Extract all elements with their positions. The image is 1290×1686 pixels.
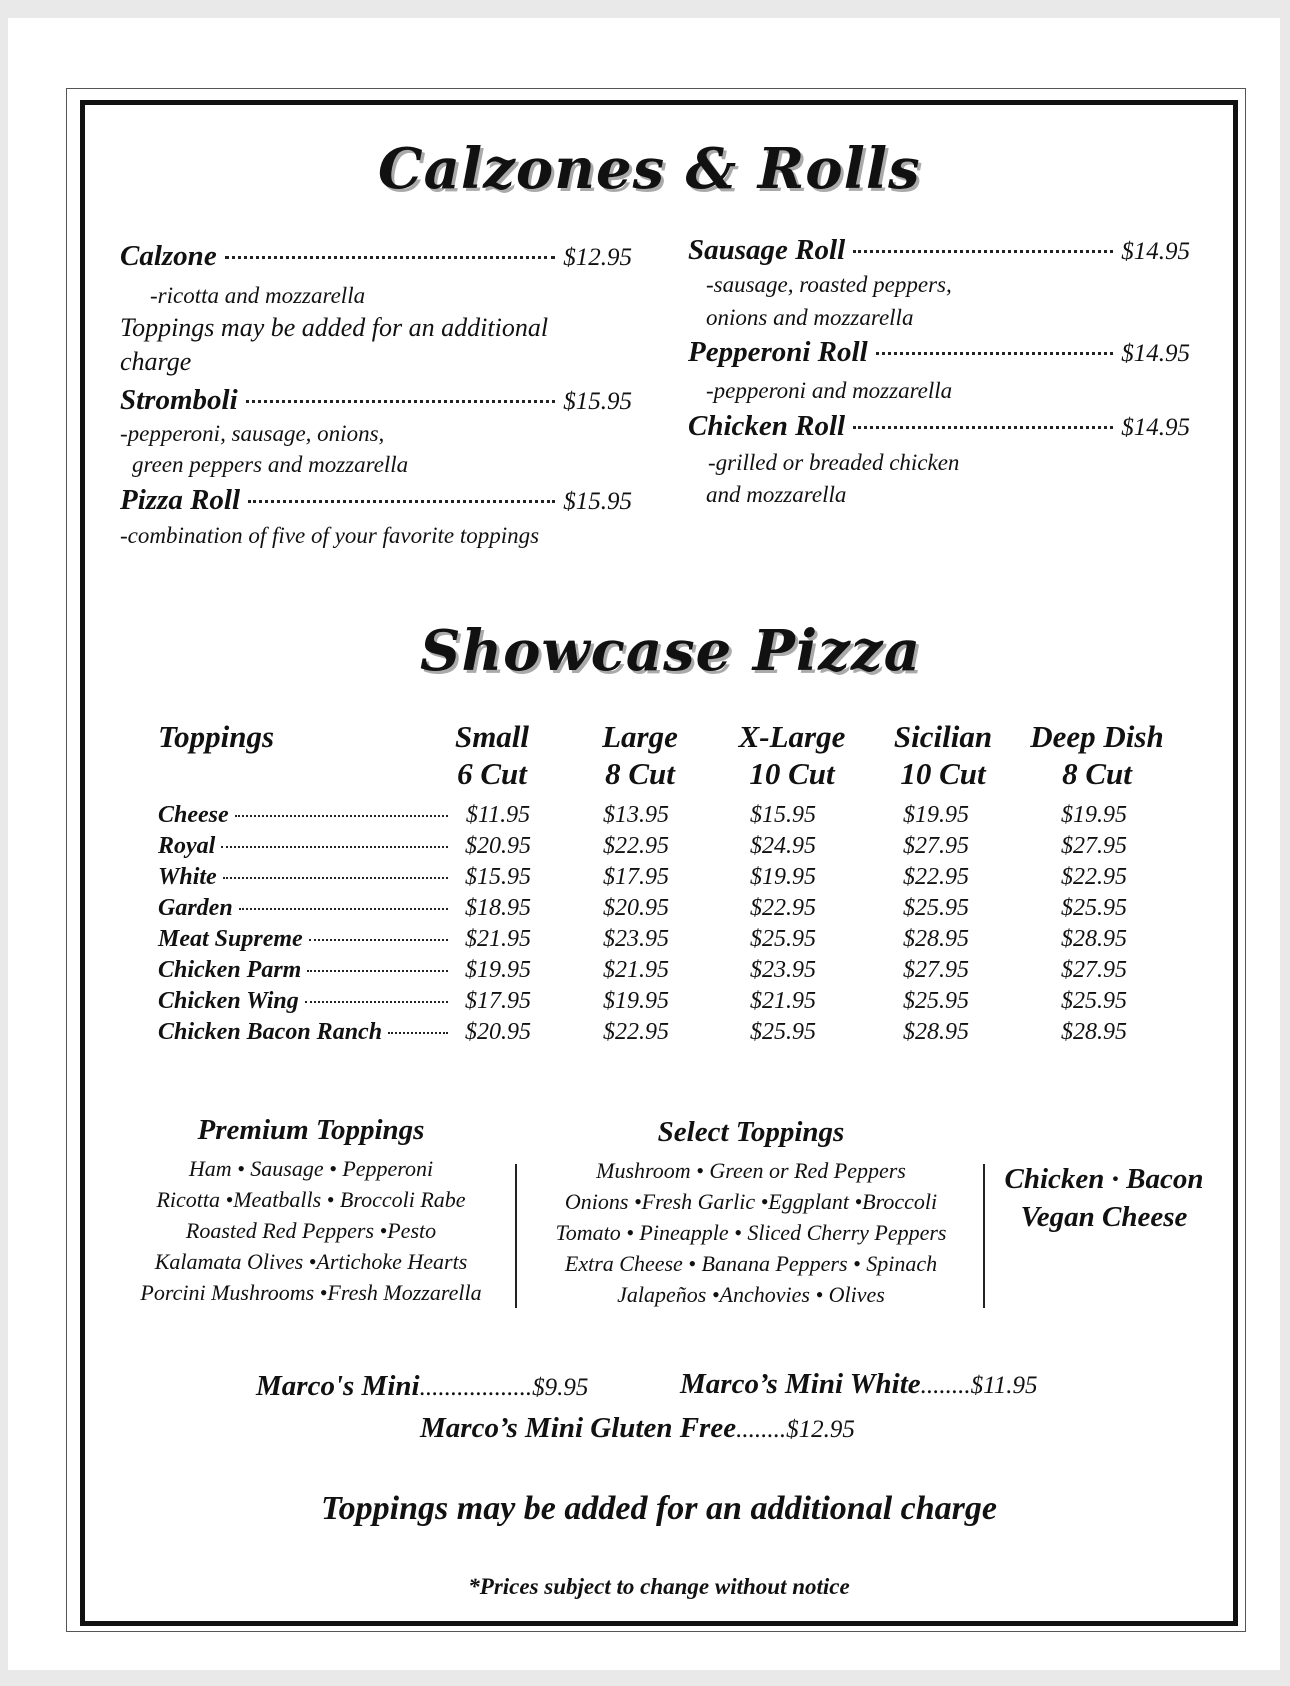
price-sicilian: $28.95	[903, 1019, 969, 1045]
pizza-name: Royal	[158, 833, 216, 859]
dot-leader	[853, 250, 1113, 253]
toppings-note: Toppings may be added for an additional charge	[321, 1490, 997, 1527]
price-small: $15.95	[465, 864, 531, 890]
price-xlarge: $23.95	[750, 957, 816, 983]
item-price: $15.95	[563, 388, 632, 415]
price-small: $17.95	[465, 988, 531, 1014]
menu-item-pizza-roll	[120, 484, 632, 517]
mini-gf-price: $12.95	[786, 1416, 855, 1443]
chicken-roll-desc-1: -grilled or breaded chicken	[708, 450, 960, 475]
price-deep-dish: $22.95	[1061, 864, 1127, 890]
pizza-name: Chicken Bacon Ranch	[158, 1019, 383, 1045]
pizza-name: Garden	[158, 895, 233, 921]
mini-price: $9.95	[532, 1374, 589, 1401]
item-price: $14.95	[1121, 340, 1190, 367]
mini-white-price: $11.95	[970, 1372, 1038, 1399]
price-deep-dish: $25.95	[1061, 895, 1127, 921]
price-large: $13.95	[603, 802, 669, 828]
pizza-name: White	[158, 864, 217, 890]
price-large: $23.95	[603, 926, 669, 952]
size-cut: 8 Cut	[605, 756, 675, 791]
price-deep-dish: $25.95	[1061, 988, 1127, 1014]
item-name: Sausage Roll	[688, 234, 846, 266]
calzone-desc-2: Toppings may be added for an additional	[120, 313, 549, 342]
price-xlarge: $15.95	[750, 802, 816, 828]
topping-line: Kalamata Olives •Artichoke Hearts	[154, 1249, 468, 1274]
menu-item-chicken-roll	[688, 410, 1190, 443]
price-large: $19.95	[603, 988, 669, 1014]
pizza-row-royal	[158, 833, 1168, 864]
topping-line: Tomato • Pineapple • Sliced Cherry Peppers	[555, 1220, 947, 1245]
pizza-row-chicken-wing	[158, 988, 1168, 1019]
mini-name: Marco's Mini	[256, 1370, 420, 1402]
stromboli-desc-1: -pepperoni, sausage, onions,	[120, 421, 385, 446]
showcase-title: Showcase Pizza	[420, 618, 922, 684]
size-name: X-Large	[738, 719, 846, 754]
dot-leader: ..................	[419, 1374, 533, 1401]
size-header-small	[432, 718, 552, 792]
price-xlarge: $19.95	[750, 864, 816, 890]
topping-line: Onions •Fresh Garlic •Eggplant •Broccoli	[564, 1189, 938, 1214]
topping-line: Ham • Sausage • Pepperoni	[188, 1156, 434, 1181]
extra-topping-line: Chicken · Bacon	[1004, 1163, 1204, 1195]
item-price: $14.95	[1121, 414, 1190, 441]
chicken-roll-desc-2: and mozzarella	[706, 482, 847, 507]
menu-item-sausage-roll	[688, 234, 1190, 267]
size-cut: 8 Cut	[1062, 756, 1132, 791]
topping-line: Roasted Red Peppers •Pesto	[185, 1218, 437, 1243]
sausage-roll-desc-1: -sausage, roasted peppers,	[706, 272, 952, 297]
size-name: Deep Dish	[1030, 719, 1164, 754]
dot-leader: ........	[920, 1372, 971, 1399]
price-sicilian: $27.95	[903, 833, 969, 859]
calzone-desc-1: -ricotta and mozzarella	[150, 283, 366, 308]
pizza-row-chicken-bacon-ranch	[158, 1019, 1168, 1050]
size-header-deep-dish	[1022, 718, 1172, 792]
item-name: Pizza Roll	[120, 484, 241, 516]
topping-line: Extra Cheese • Banana Peppers • Spinach	[564, 1251, 938, 1276]
dot-leader	[235, 815, 448, 817]
price-xlarge: $22.95	[750, 895, 816, 921]
select-toppings-title: Select Toppings	[657, 1116, 845, 1148]
price-sicilian: $25.95	[903, 988, 969, 1014]
prices-note: *Prices subject to change without notice	[468, 1574, 850, 1599]
item-price: $14.95	[1121, 238, 1190, 265]
price-sicilian: $19.95	[903, 802, 969, 828]
size-header-large	[580, 718, 700, 792]
select-toppings	[538, 1116, 964, 1310]
item-name: Stromboli	[120, 384, 238, 416]
menu-item-stromboli	[120, 384, 632, 417]
premium-toppings-title: Premium Toppings	[197, 1114, 425, 1146]
dot-leader	[221, 846, 448, 848]
divider	[515, 1164, 517, 1308]
menu-item-calzone	[120, 240, 632, 273]
price-xlarge: $25.95	[750, 1019, 816, 1045]
size-cut: 6 Cut	[457, 756, 527, 791]
topping-line: Porcini Mushrooms •Fresh Mozzarella	[140, 1280, 482, 1305]
dot-leader	[223, 877, 448, 879]
pizza-name: Chicken Parm	[158, 957, 302, 983]
price-sicilian: $28.95	[903, 926, 969, 952]
price-large: $22.95	[603, 1019, 669, 1045]
menu-page	[8, 18, 1280, 1670]
price-sicilian: $25.95	[903, 895, 969, 921]
pepperoni-roll-desc-1: -pepperoni and mozzarella	[706, 378, 953, 403]
price-large: $22.95	[603, 833, 669, 859]
pizza-name: Meat Supreme	[158, 926, 303, 952]
topping-line: Jalapeños •Anchovies • Olives	[617, 1282, 885, 1307]
size-name: Small	[454, 719, 530, 754]
item-name: Chicken Roll	[688, 410, 846, 442]
size-name: Sicilian	[893, 719, 993, 754]
calzones-title: Calzones & Rolls	[378, 136, 921, 202]
pizza-row-cheese	[158, 802, 1168, 833]
price-deep-dish: $27.95	[1061, 957, 1127, 983]
topping-line: Ricotta •Meatballs • Broccoli Rabe	[156, 1187, 466, 1212]
pizza-row-garden	[158, 895, 1168, 926]
pizza-roll-desc-1: -combination of five of your favorite toppings	[120, 523, 540, 548]
price-deep-dish: $28.95	[1061, 1019, 1127, 1045]
mini-white-name: Marco’s Mini White	[680, 1368, 921, 1400]
extra-topping-line: Vegan Cheese	[1020, 1201, 1188, 1233]
price-small: $11.95	[465, 802, 531, 828]
price-deep-dish: $28.95	[1061, 926, 1127, 952]
select-toppings-list	[538, 1155, 964, 1310]
price-xlarge: $24.95	[750, 833, 816, 859]
premium-toppings	[116, 1114, 506, 1308]
price-large: $20.95	[603, 895, 669, 921]
price-large: $17.95	[603, 864, 669, 890]
price-small: $18.95	[465, 895, 531, 921]
sausage-roll-desc-2: onions and mozzarella	[706, 305, 914, 330]
item-price: $12.95	[563, 244, 632, 271]
price-sicilian: $22.95	[903, 864, 969, 890]
dot-leader	[305, 1001, 448, 1003]
price-small: $21.95	[465, 926, 531, 952]
price-sicilian: $27.95	[903, 957, 969, 983]
price-small: $20.95	[465, 833, 531, 859]
price-deep-dish: $19.95	[1061, 802, 1127, 828]
price-large: $21.95	[603, 957, 669, 983]
marcos-mini	[256, 1370, 588, 1403]
dot-leader	[853, 426, 1113, 429]
item-name: Calzone	[120, 240, 217, 272]
dot-leader	[225, 256, 556, 259]
dot-leader	[307, 970, 448, 972]
price-small: $19.95	[465, 957, 531, 983]
dot-leader	[876, 352, 1114, 355]
marcos-mini-white	[680, 1368, 1038, 1401]
price-xlarge: $21.95	[750, 988, 816, 1014]
marcos-mini-gluten-free	[420, 1412, 855, 1445]
pizza-row-meat-supreme	[158, 926, 1168, 957]
calzone-desc-3: charge	[120, 347, 192, 376]
mini-gf-name: Marco’s Mini Gluten Free	[420, 1412, 737, 1444]
dot-leader	[309, 939, 448, 941]
price-xlarge: $25.95	[750, 926, 816, 952]
pizza-row-chicken-parm	[158, 957, 1168, 988]
premium-toppings-list	[116, 1153, 506, 1308]
dot-leader	[246, 400, 556, 403]
pizza-name: Cheese	[158, 802, 229, 828]
dot-leader: ........	[736, 1416, 787, 1443]
size-cut: 10 Cut	[749, 756, 835, 791]
dot-leader	[239, 908, 448, 910]
dot-leader	[248, 500, 555, 503]
pizza-row-white	[158, 864, 1168, 895]
extra-toppings	[994, 1160, 1214, 1236]
size-name: Large	[602, 719, 678, 754]
price-small: $20.95	[465, 1019, 531, 1045]
menu-item-pepperoni-roll	[688, 336, 1190, 369]
item-name: Pepperoni Roll	[688, 336, 868, 368]
price-deep-dish: $27.95	[1061, 833, 1127, 859]
toppings-column-header: Toppings	[158, 719, 275, 754]
size-header-xlarge	[722, 718, 862, 792]
item-price: $15.95	[563, 488, 632, 515]
size-header-sicilian	[878, 718, 1008, 792]
divider	[983, 1164, 985, 1308]
size-cut: 10 Cut	[900, 756, 986, 791]
stromboli-desc-2: green peppers and mozzarella	[132, 452, 409, 477]
topping-line: Mushroom • Green or Red Peppers	[596, 1158, 906, 1183]
pizza-name: Chicken Wing	[158, 988, 299, 1014]
